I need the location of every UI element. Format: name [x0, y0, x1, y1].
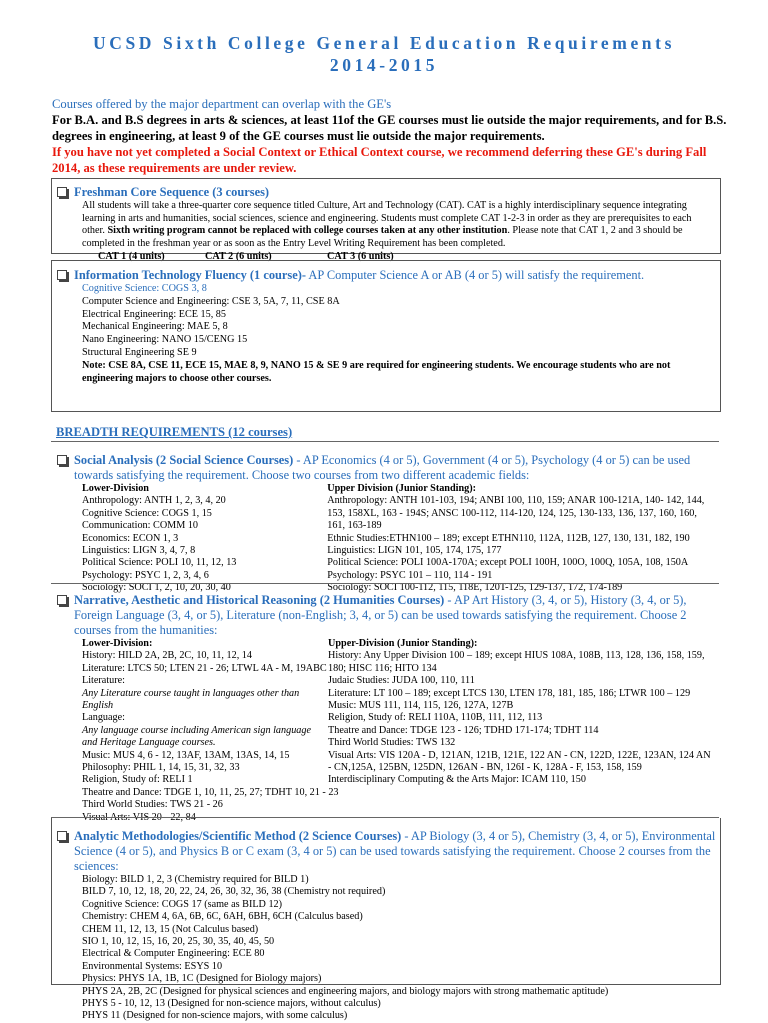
itf-line: Electrical Engineering: ECE 15, 85 — [82, 308, 226, 320]
checkbox-icon[interactable] — [57, 455, 67, 465]
course-line: Visual Arts: VIS 20 - 22, 84 — [82, 811, 196, 823]
course-line: Cognitive Science: COGS 1, 15 — [82, 507, 212, 519]
course-line: Third World Studies: TWS 132 — [328, 737, 456, 749]
course-line: Cognitive Science: COGS 17 (same as BILD 12) — [82, 898, 283, 910]
course-line: Music: MUS 111, 114, 115, 126, 127A, 127B — [328, 700, 514, 712]
course-line: Music: MUS 4, 6 - 12, 13AF, 13AM, 13AS, 14, 15 — [82, 749, 290, 761]
checkbox-icon[interactable] — [57, 595, 67, 605]
course-line: Anthropology: ANTH 1, 2, 3, 4, 20 — [82, 495, 226, 507]
science-heading-desc: - AP Biology (3, 4 or 5), Chemistry (3, 4, or 5), Environmental Science (4 or 5), and Physics B or C exam (3, 4 or 5) can be used towards satisfying the requirement. Choose 2 courses from the sciences: — [74, 829, 716, 873]
itf-line: Mechanical Engineering: MAE 5, 8 — [82, 321, 228, 333]
course-line: Sociology: SOCI 100-112, 115, 118E, 120T-125, 129-137, 172, 174-189 — [327, 582, 623, 594]
checkbox-icon[interactable] — [57, 831, 67, 841]
cat3-units: CAT 3 (6 units) — [327, 251, 394, 263]
title-line-1: UCSD Sixth College General Education Requirements — [93, 33, 675, 53]
course-line: Biology: BILD 1, 2, 3 (Chemistry required for BILD 1) — [82, 874, 309, 885]
humanities-heading-desc: - AP Art History (3, 4, or 5), History (3, 4, or 5), Foreign Language (3, 4, or 5), Literature (non-English; 3, 4, or 5) can be used towards satisfying the requirement. Choose 2 courses from the humanities: — [74, 593, 687, 637]
course-line: PHYS 5 - 10, 12, 13 (Designed for non-science majors, without calculus) — [82, 998, 381, 1010]
course-line: Linguistics: LIGN 101, 105, 174, 175, 177 — [327, 545, 502, 557]
course-line: PHYS 11 (Designed for non-science majors, with some calculus) — [82, 1010, 348, 1022]
course-line: History: Any Upper Division 100 – 189; except HIUS 108A, 108B, 113, 128, 136, 158, 159, 180; HISC 116; HITO 134 — [328, 650, 705, 674]
intro-warning: If you have not yet completed a Social Context or Ethical Context course, we recommend deferring these GE's during Fall 2014, as these requirements are under review. — [52, 145, 707, 175]
humanities-heading-text: Narrative, Aesthetic and Historical Reasoning (2 Humanities Courses) — [74, 593, 445, 607]
course-line: Interdisciplinary Computing & the Arts Major: ICAM 110, 150 — [328, 774, 586, 786]
cat1-units: CAT 1 (4 units) — [98, 251, 165, 263]
science-heading — [56, 829, 716, 874]
freshman-text-2: . Please note that CAT 1, 2 and 3 should be completed in the freshman year or as soon as the Entry Level Writing Requirement has been completed. — [82, 225, 683, 249]
course-line: CHEM 11, 12, 13, 15 (Not Calculus based) — [82, 923, 259, 935]
cat2-units: CAT 2 (6 units) — [205, 251, 272, 263]
humanities-heading — [56, 593, 716, 638]
intro-degree-note: For B.A. and B.S degrees in arts & sciences, at least 11of the GE courses must lie outside the major requirements, and for B.S. degrees in engineering, at least 9 of the GE courses must lie outside the major requirements. — [52, 113, 727, 143]
checkbox-icon[interactable] — [57, 187, 67, 197]
course-line: Theatre and Dance: TDGE 123 - 126; TDHD 171-174; TDHT 114 — [328, 724, 599, 736]
course-line: Psychology: PSYC 1, 2, 3, 4, 6 — [82, 569, 209, 581]
humanities-columns — [56, 638, 716, 824]
itf-section — [56, 268, 716, 385]
title-line-2: 2014-2015 — [329, 55, 439, 75]
course-line: Any language course including American sign language and Heritage Language courses. — [82, 724, 311, 749]
social-heading-text: Social Analysis (2 Social Science Courses) — [74, 453, 294, 467]
social-lower-col — [82, 483, 327, 595]
course-line: Environmental Systems: ESYS 10 — [82, 960, 223, 972]
intro-overlap-note: Courses offered by the major department can overlap with the GE's — [52, 97, 392, 111]
itf-heading-text: Information Technology Fluency (1 course)- — [74, 268, 306, 282]
itf-heading-desc: AP Computer Science A or AB (4 or 5) will satisfy the requirement. — [305, 268, 645, 282]
intro-block — [52, 96, 732, 176]
social-upper-title: Upper Division (Junior Standing): — [327, 483, 477, 494]
course-line: Physics: PHYS 1A, 1B, 1C (Designed for Biology majors) — [82, 973, 322, 985]
course-line: Anthropology: ANTH 101-103, 194; ANBI 100, 110, 159; ANAR 100-121A, 140- 142, 144, 153, 158XL, 163 - 194S; ANSC 100-112, 114-120, 124, 125, 130-133, 136, 137, 160, 160, 161, 163-189 — [327, 495, 705, 532]
science-courses — [56, 874, 716, 1023]
course-line: Linguistics: LIGN 3, 4, 7, 8 — [82, 545, 196, 557]
course-line: Economics: ECON 1, 3 — [82, 532, 179, 544]
course-line: Ethnic Studies:ETHN100 – 189; except ETHN110, 112A, 112B, 127, 130, 131, 182, 190 — [327, 532, 690, 544]
freshman-text — [56, 200, 716, 250]
course-line: Political Science: POLI 10, 11, 12, 13 — [82, 557, 237, 569]
course-line: Literature: LT 100 – 189; except LTCS 130, LTEN 178, 181, 185, 186; LTWR 100 – 129 — [328, 687, 691, 699]
course-line: Judaic Studies: JUDA 100, 110, 111 — [328, 675, 475, 687]
breadth-divider — [51, 441, 719, 442]
freshman-text-1: All students will take a three-quarter core sequence titled Culture, Art and Technology (CAT). CAT is a highly interdisciplinary sequence integrating learning in arts and humanities, social sciences, science and engineering. Students must complete CAT 1-2-3 in order as they are prerequisites to each other. — [82, 200, 692, 237]
course-line: Literature: — [82, 675, 125, 687]
itf-line: Structural Engineering SE 9 — [82, 346, 197, 358]
course-line: Religion, Study of: RELI 1 — [82, 774, 193, 786]
social-upper-col — [327, 483, 716, 595]
itf-courses — [56, 283, 716, 385]
science-heading-text: Analytic Methodologies/Scientific Method (2 Science Courses) — [74, 829, 402, 843]
course-line: Any Literature course taught in languages other than English — [82, 687, 300, 712]
course-line: PHYS 2A, 2B, 2C (Designed for physical sciences and engineering majors, and biology majors with strong mathematic aptitude) — [82, 985, 609, 997]
course-line: BILD 7, 10, 12, 18, 20, 22, 24, 26, 30, 32, 36, 38 (Chemistry not required) — [82, 886, 386, 898]
freshman-heading — [56, 185, 716, 200]
course-line: Electrical & Computer Engineering: ECE 80 — [82, 948, 265, 960]
itf-line: Cognitive Science: COGS 3, 8 — [82, 283, 207, 294]
humanities-upper-title: Upper-Division (Junior Standing): — [328, 638, 478, 649]
checkbox-icon[interactable] — [57, 270, 67, 280]
course-line: Religion, Study of: RELI 110A, 110B, 111, 112, 113 — [328, 712, 543, 724]
document-title — [0, 32, 768, 76]
itf-note: Note: CSE 8A, CSE 11, ECE 15, MAE 8, 9, NANO 15 & SE 9 are required for engineering students. We encourage students who are not engineering majors to choose other courses. — [82, 359, 671, 384]
course-line: SIO 1, 10, 12, 15, 16, 20, 25, 30, 35, 40, 45, 50 — [82, 936, 275, 948]
course-line: Philosophy: PHIL 1, 14, 15, 31, 32, 33 — [82, 762, 240, 774]
course-line: Sociology: SOCI 1, 2, 10, 20, 30, 40 — [82, 582, 231, 594]
course-line: Third World Studies: TWS 21 - 26 — [82, 799, 223, 811]
humanities-lower-col — [82, 638, 339, 824]
course-line: Communication: COMM 10 — [82, 520, 199, 532]
social-heading-desc: - AP Economics (4 or 5), Government (4 or 5), Psychology (4 or 5) can be used towards satisfying the requirement. Choose two courses from two different academic fields: — [74, 453, 691, 482]
course-line: Psychology: PSYC 101 – 110, 114 - 191 — [327, 569, 493, 581]
course-line: Theatre and Dance: TDGE 1, 10, 11, 25, 27; TDHT 10, 21 - 23 — [82, 786, 339, 798]
freshman-section — [56, 185, 716, 263]
social-lower-title: Lower-Division — [82, 483, 149, 494]
course-line: Political Science: POLI 100A-170A; except POLI 100H, 100O, 100Q, 105A, 108, 150A — [327, 557, 689, 569]
freshman-text-bold: Sixth writing program cannot be replaced with college courses taken at any other institution — [107, 225, 508, 237]
course-line: Chemistry: CHEM 4, 6A, 6B, 6C, 6AH, 6BH, 6CH (Calculus based) — [82, 911, 363, 923]
itf-line: Computer Science and Engineering: CSE 3, 5A, 7, 11, CSE 8A — [82, 295, 340, 307]
itf-line: Nano Engineering: NANO 15/CENG 15 — [82, 334, 248, 346]
course-line: Literature: LTCS 50; LTEN 21 - 26; LTWL 4A - M, 19ABC — [82, 662, 327, 674]
humanities-section — [56, 593, 716, 824]
social-columns — [56, 483, 716, 595]
breadth-heading: BREADTH REQUIREMENTS (12 courses) — [56, 425, 293, 439]
course-line: History: HILD 2A, 2B, 2C, 10, 11, 12, 14 — [82, 650, 252, 662]
freshman-heading-text: Freshman Core Sequence (3 courses) — [74, 185, 270, 199]
humanities-upper-col — [328, 638, 716, 824]
course-line: Language: — [82, 712, 125, 724]
social-section — [56, 453, 716, 595]
itf-heading — [56, 268, 716, 283]
section-divider — [51, 583, 719, 584]
course-line: Visual Arts: VIS 120A - D, 121AN, 121B, 121E, 122 AN - CN, 122D, 122E, 123AN, 124 AN - CN,125A, 125BN, 125DN, 126AN - BN, 126I - K, 128A - F, 153, 158, 159 — [328, 749, 711, 774]
social-heading — [56, 453, 716, 483]
humanities-lower-title: Lower-Division: — [82, 638, 153, 649]
